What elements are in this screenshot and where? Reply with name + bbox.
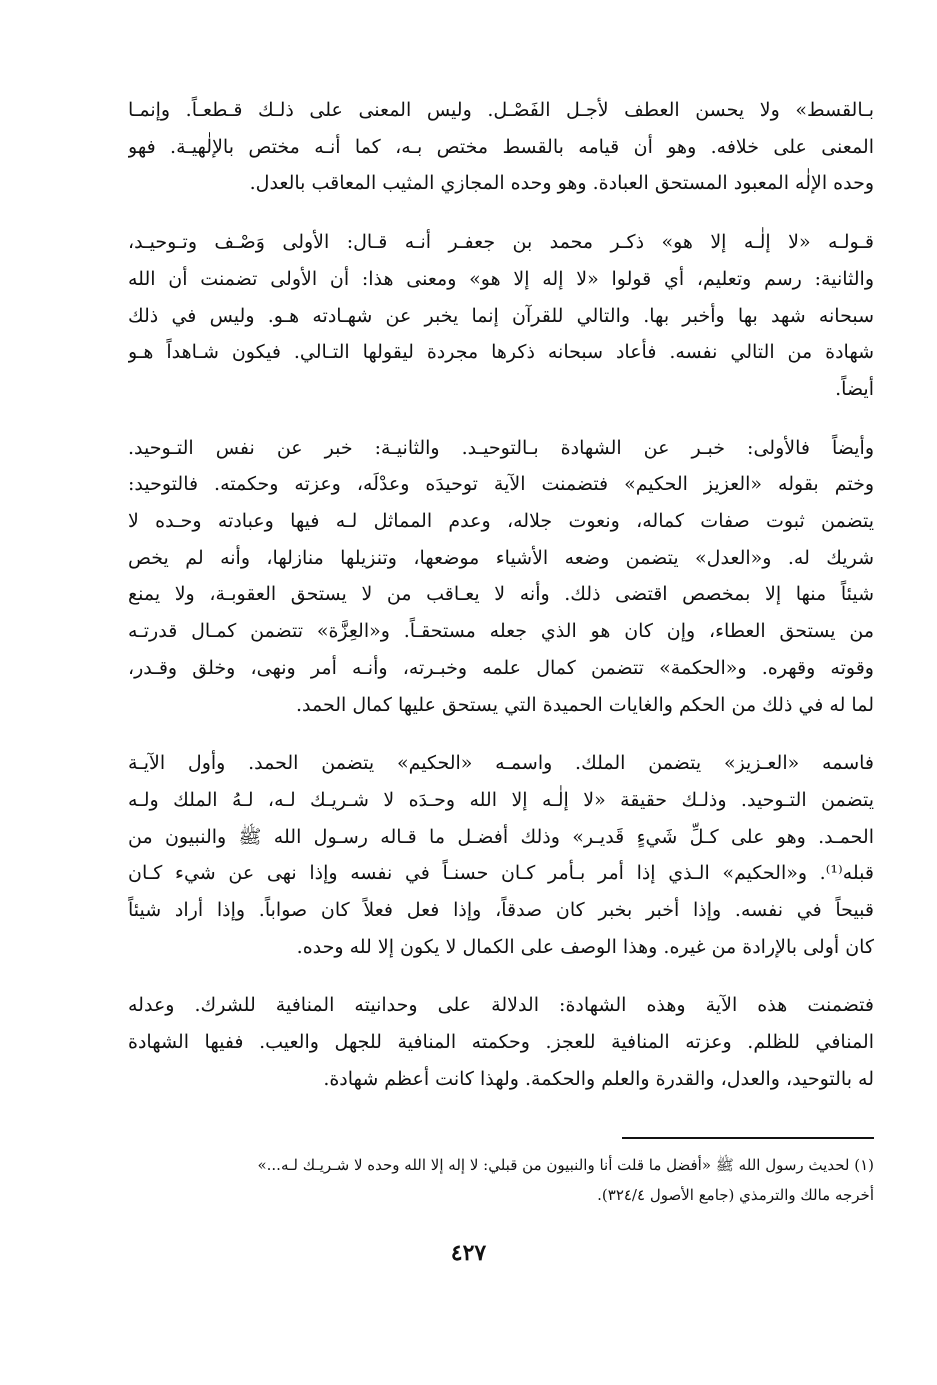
- text-line: وختم بقوله «العزيز الحكيم» فتضمنت الآية توحيدَه وعدْلَه، وعزته وحكمته. فالتوحيد:: [128, 473, 874, 496]
- paragraph-1: [128, 92, 874, 202]
- text-line: والثانية: رسم وتعليم، أي قولوا «لا إله إلا هو» ومعنى هذا: أن الأولى تضمنت أن الله: [128, 267, 874, 290]
- text-line: بـالقسط» ولا يحسن العطف لأجـل الفَصْـل. وليس المعنى على ذلـك قـطعـاً. وإنمـا: [128, 99, 874, 121]
- text-line: وحده الإلٰه المعبود المستحق العبادة. وهو وحده المجازي المثيب المعاقب بالعدل.: [249, 172, 874, 195]
- text-line: لما له في ذلك من الحكم والغايات الحميدة التي يستحق عليها كمال الحمد.: [295, 693, 874, 716]
- text-line: قـولـه «لا إلٰـه إلا هو» ذكـر محمد بن جعفـر أنـه قـال: الأولى وَصْـف وتـوحيـد،: [128, 231, 874, 254]
- text-line: فاسمه «العـزيز» يتضمن الملك. واسمـه «الحكيم» يتضمن الحمد. وأول الآيـة: [128, 752, 874, 775]
- text-line: قبيحاً في نفسه. وإذا أخبر بخبر كان صدقاً، وإذا فعل فعلاً كان صواباً. وإذا أراد شيئاً: [128, 899, 874, 922]
- text-line: وقوته وقهره. و«الحكمة» تتضمن كمال علمه وخبـرته، وأنـه أمر ونهى، وخلق وقـدر،: [128, 656, 874, 679]
- text-line: كان أولى بالإرادة من غيره. وهذا الوصف على الكمال لا يكون إلا لله وحده.: [296, 935, 874, 958]
- paragraph-4: [128, 745, 874, 965]
- paragraph-5: [128, 987, 874, 1097]
- text-line: أيضاً.: [835, 377, 874, 400]
- text-line: يتضمن التـوحيد. وذلـك حقيقة «لا إلٰـه إلا الله وحـدَه لا شـريـك لـه، لـهُ الملك ولـه: [128, 788, 874, 811]
- text-line: فتضمنت هذه الآية وهذه الشهادة: الدلالة على وحدانيته المنافية للشرك. وعدله: [128, 994, 874, 1017]
- text-line: المنافي للظلم. وعزته المنافية للعجز. وحكمته المنافية للجهل والعيب. ففيها الشهادة: [128, 1031, 874, 1054]
- footnote-separator: [622, 1137, 874, 1139]
- footnote: [128, 1150, 874, 1210]
- text-line: من يستحق العطاء، وإن كان هو الذي جعله مستحقـاً. و«العِزَّة» تتضمن كمـال قدرتـه: [128, 620, 874, 643]
- text-line: وأيضاً فالأولى: خبـر عن الشهادة بـالتوحيـد. والثانيـة: خبر عن نفس التـوحيد.: [128, 436, 874, 459]
- text-line: شهادة من التالي نفسه. فأعاد سبحانه ذكرها مجردة ليقولها التـالي. فيكون شـاهداً هـو: [128, 341, 874, 364]
- text-line: يتضمن ثبوت صفات كماله، ونعوت جلاله، وعدم المماثل لـه فيها وعبادته وحـده لا: [128, 510, 874, 533]
- text-line: سبحانه شهد بها وأخبر بها. والتالي للقرآن إنما يخبر عن شهـادته هـو. وليس في ذلك: [128, 304, 874, 327]
- footnote-line: أخرجه مالك والترمذي (جامع الأصول ٣٢٤/٤).: [597, 1186, 874, 1204]
- text-line: الحمـد. وهو على كـلِّ شَيءٍ قَديـر» وذلك أفضـل ما قـاله رسـول الله ﷺ والنبيون من: [128, 825, 874, 848]
- text-line: شيئاً منها إلا بمخصص اقتضى ذلك. وأنه لا يعـاقب من لا يستحق العقوبـة، ولا يمنع: [128, 583, 874, 606]
- paragraph-2: [128, 224, 874, 408]
- text-line: له بالتوحيد، والعدل، والقدرة والعلم والحكمة. ولهذا كانت أعظم شهادة.: [323, 1067, 874, 1090]
- page-number: ٤٢٧: [450, 1240, 487, 1266]
- text-line: المعنى على خلافه. وهو أن قيامه بالقسط مختص بـه، كما أنـه مختص بالإلٰهيـة. فهو: [128, 135, 874, 158]
- text-line: شريك له. و«العدل» يتضمن وضعه الأشياء موضعها، وتنزيلها منازلها، وأنه لم يخص: [128, 546, 874, 569]
- text-line: قبله⁽¹⁾. و«الحكيم» الـذي إذا أمر بـأمر كـان حسنـاً في نفسه وإذا نهى عن شيء كـان: [128, 862, 874, 885]
- main-text: [128, 92, 874, 1120]
- footnote-line: (١) لحديث رسول الله ﷺ «أفضل ما قلت أنا والنبيون من قبلي: لا إله إلا الله وحده لا شـريـك لـه...»: [257, 1156, 874, 1174]
- paragraph-3: [128, 430, 874, 724]
